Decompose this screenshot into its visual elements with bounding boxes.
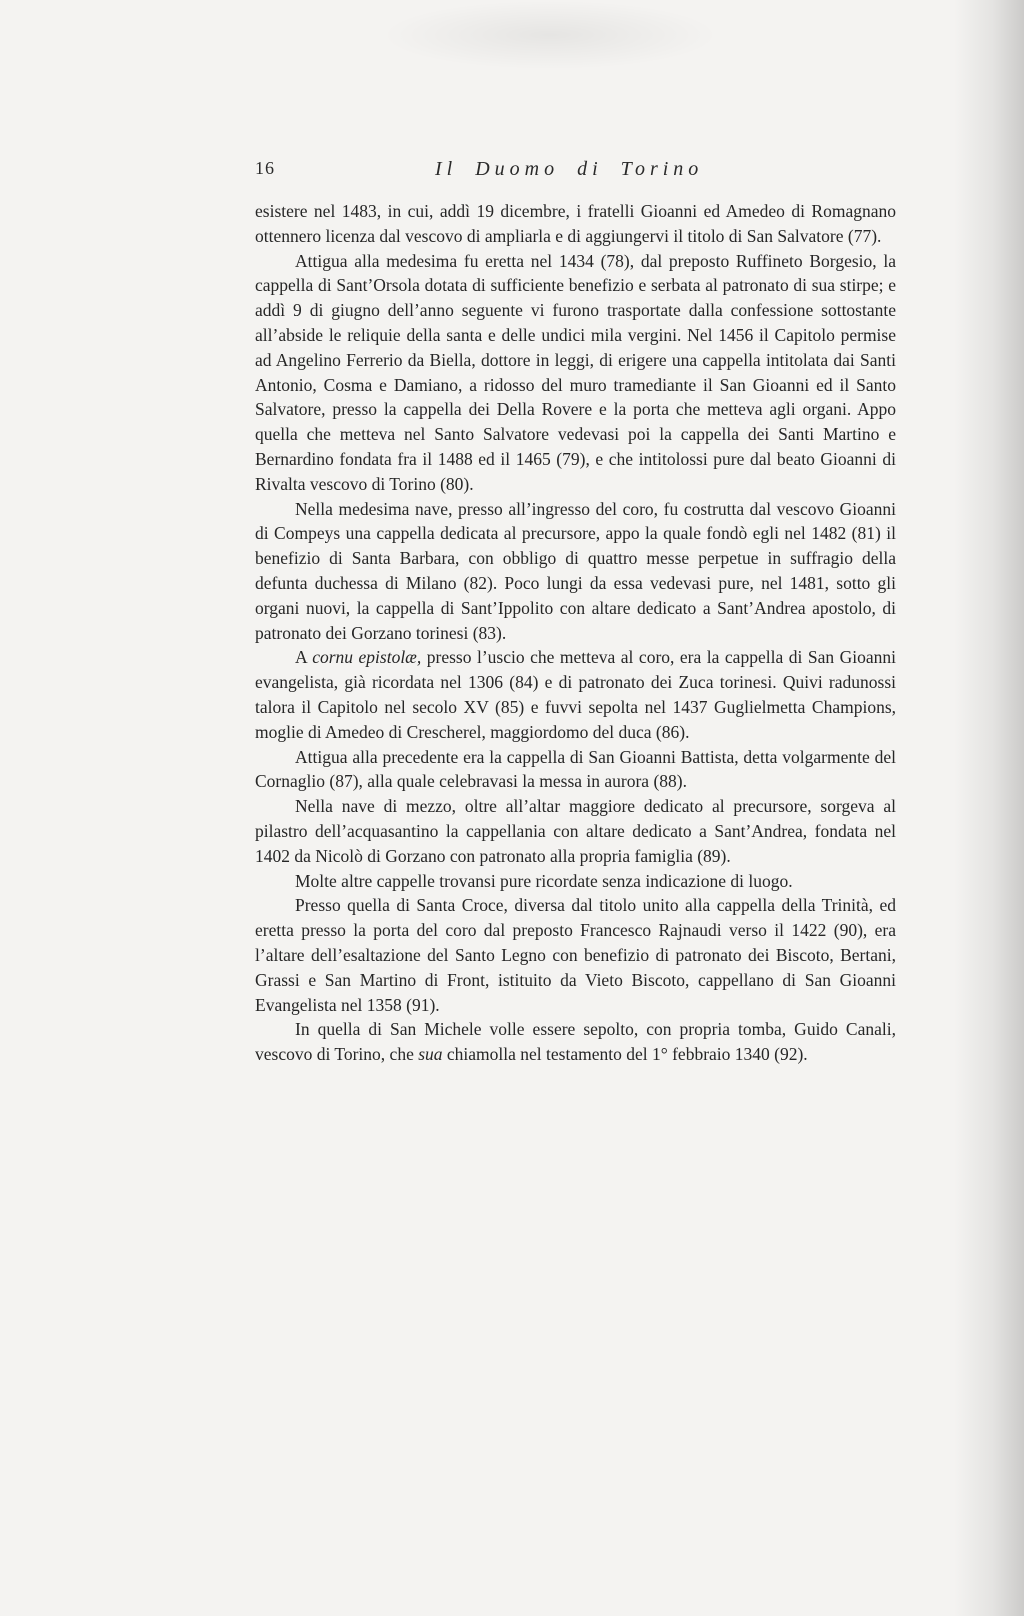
scan-smudge bbox=[380, 0, 720, 70]
paragraph-text: Attigua alla precedente era la cappella di San Gioanni Battista, detta volgarmente del Cornaglio (87), alla quale celebravasi la messa in aurora (88). bbox=[255, 746, 896, 792]
paragraph-text: Nella medesima nave, presso all’ingresso del coro, fu costrutta dal vescovo Gioanni di Compeys una cappella dedicata al precursore, appo la quale fondò egli nel 1482 (81) il benefizio di Santa Barbara, con obbligo di quattro messe perpetue in suffragio della defunta duchessa di Milano (82). Poco lungi da essa vedevasi pure, nel 1481, sotto gli organi nuovi, la cappella di Sant’Ippolito con altare dedicato a Sant’Andrea apostolo, di patronato dei Gorzano torinesi (83). bbox=[255, 498, 896, 643]
paragraph-text: chiamolla nel testamento del 1° febbraio 1340 (92). bbox=[442, 1044, 808, 1065]
paragraph-text: In quella di San Michele volle essere sepolto, con propria tomba, Guido Canali, vescovo di Torino, che bbox=[255, 1019, 896, 1065]
paragraph-5 bbox=[255, 745, 896, 795]
page-edge-shadow bbox=[954, 0, 1024, 1616]
paragraph-9 bbox=[255, 1017, 896, 1067]
paragraph-6 bbox=[255, 794, 896, 868]
paragraph-3 bbox=[255, 497, 896, 646]
page-number: 16 bbox=[255, 158, 275, 178]
running-title: Il Duomo di Torino bbox=[435, 158, 704, 180]
paragraph-text: esistere nel 1483, in cui, addì 19 dicembre, i fratelli Gioanni ed Amedeo di Romagnano ottennero licenza dal vescovo di ampliarla e di aggiungervi il titolo di San Salvatore (77). bbox=[255, 201, 896, 246]
italic-latin-phrase: cornu epistolæ, bbox=[312, 647, 422, 668]
italic-word: sua bbox=[418, 1044, 443, 1065]
paragraph-2 bbox=[255, 249, 896, 497]
paragraph-text: Nella nave di mezzo, oltre all’altar maggiore dedicato al precursore, sorgeva al pilastro dell’acquasantino la cappellania con altare dedicato a Sant’Andrea, fondata nel 1402 da Nicolò di Gorzano con patronato alla propria famiglia (89). bbox=[255, 796, 896, 866]
paragraph-7 bbox=[255, 869, 896, 894]
paragraph-1 bbox=[255, 199, 896, 249]
paragraph-8 bbox=[255, 893, 896, 1017]
paragraph-text: Presso quella di Santa Croce, diversa dal titolo unito alla cappella della Trinità, ed eretta presso la porta del coro dal preposto Francesco Rajnaudi verso il 1422 (90), era l’altare dell’esaltazione del Santo Legno con benefizio di patronato dei Biscoto, Bertani, Grassi e San Martino di Front, istituito da Vieto Biscoto, cappellano di San Gioanni Evangelista nel 1358 (91). bbox=[255, 895, 896, 1015]
running-head bbox=[255, 158, 895, 188]
paragraph-text: A bbox=[295, 647, 313, 668]
paragraph-text: Attigua alla medesima fu eretta nel 1434 (78), dal preposto Ruffineto Borgesio, la cappella di Sant’Orsola dotata di sufficiente benefizio e serbata al patronato di sua stirpe; e addì 9 di giugno dell’anno seguente vi furono trasportate dalla confessione sottostante all’abside le reliquie della santa e delle undici mila vergini. Nel 1456 il Capitolo permise ad Angelino Ferrerio da Biella, dottore in leggi, di erigere una cappella intitolata dai Santi Antonio, Cosma e Damiano, a ridosso del muro tramediante il San Gioanni ed il Santo Salvatore, presso la cappella dei Della Rovere e la porta che metteva agli organi. Appo quella che metteva nel Santo Salvatore vedevasi poi la cappella dei Santi Martino e Bernardino fondata fra il 1488 ed il 1465 (79), e che intitolossi pure dal beato Gioanni di Rivalta vescovo di Torino (80). bbox=[255, 250, 896, 494]
paragraph-text: Molte altre cappelle trovansi pure ricordate senza indicazione di luogo. bbox=[295, 870, 793, 891]
body-text bbox=[255, 199, 896, 1067]
paragraph-4 bbox=[255, 645, 896, 744]
paragraph-text: presso l’uscio che metteva al coro, era la cappella di San Gioanni evangelista, già ricordata nel 1306 (84) e di patronato dei Zuca torinesi. Quivi radunossi talora il Capitolo nel secolo XV (85) e fuvvi sepolta nel 1437 Guglielmetta Champions, moglie di Amedeo di Crescherel, maggiordomo del duca (86). bbox=[255, 647, 896, 742]
